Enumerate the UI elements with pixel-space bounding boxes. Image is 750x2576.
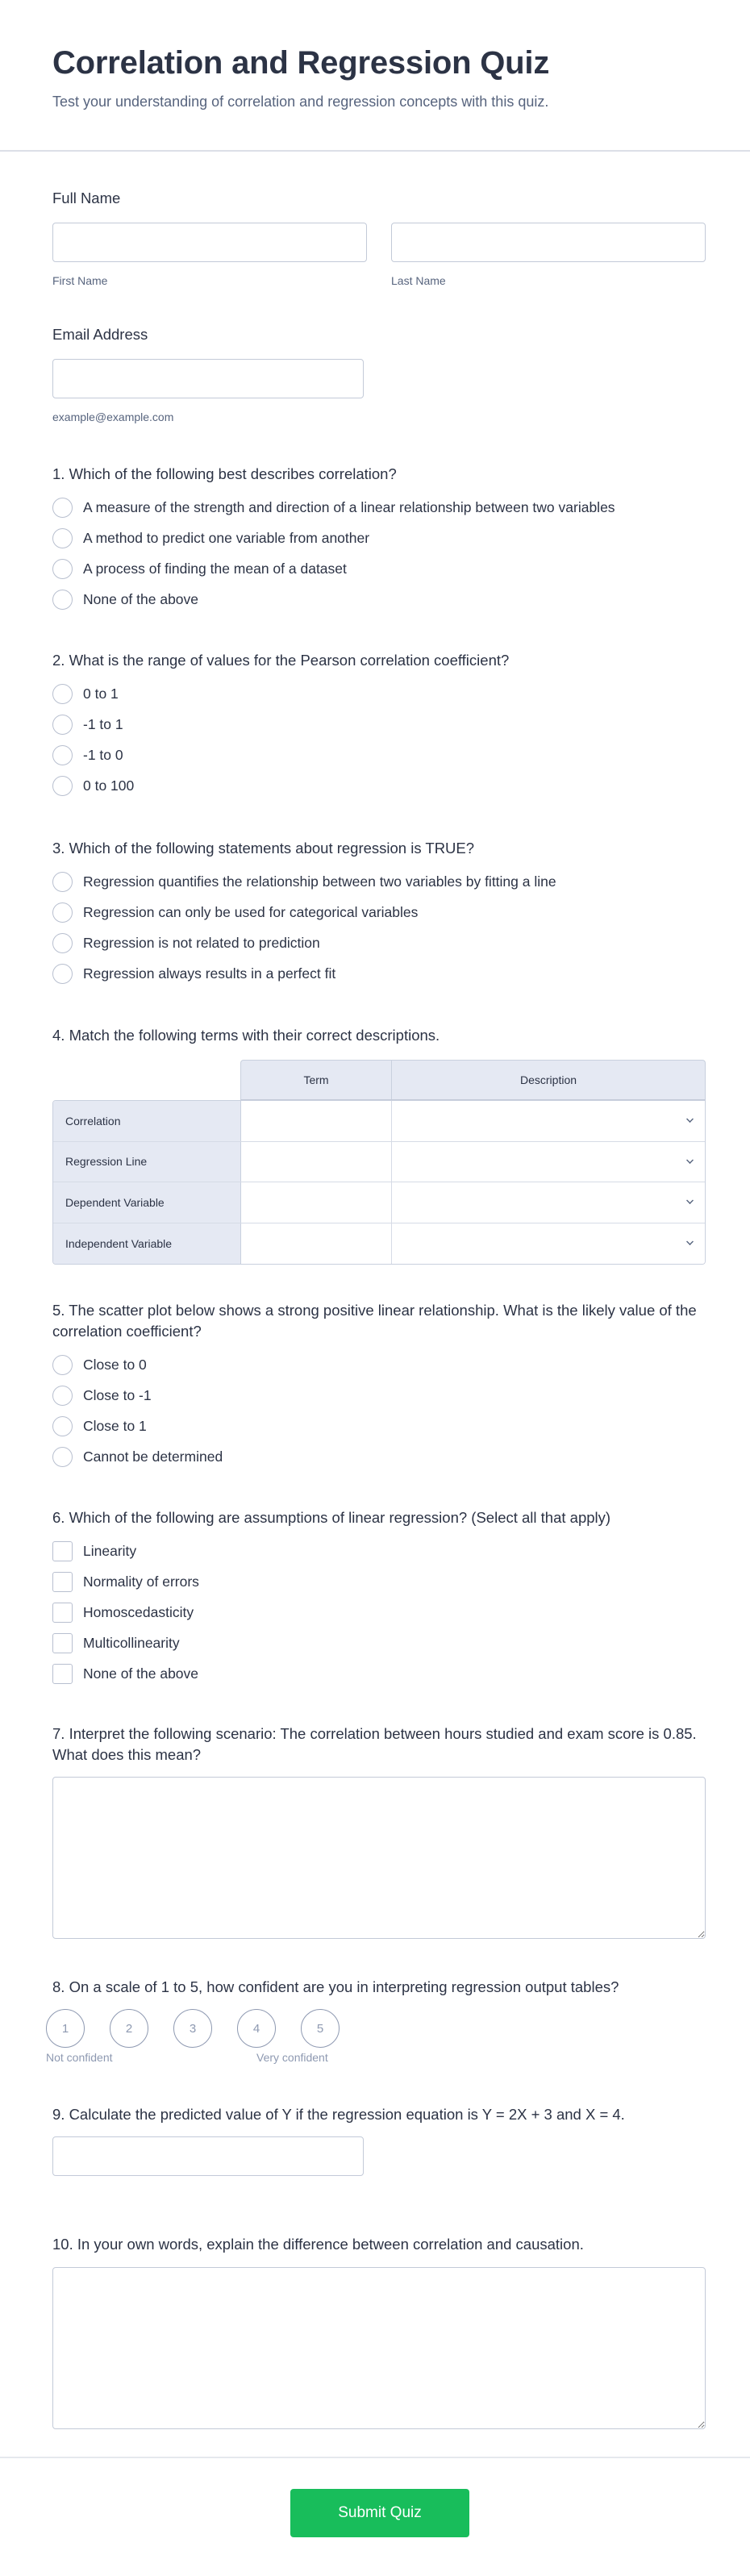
radio-circle-icon[interactable] (52, 745, 73, 765)
radio-option[interactable] (52, 927, 706, 958)
radio-option[interactable] (52, 1411, 706, 1441)
option-label: Multicollinearity (83, 1634, 180, 1651)
radio-circle-icon[interactable] (52, 590, 73, 610)
explanation-textarea[interactable] (52, 2267, 706, 2429)
matrix-row (53, 1182, 705, 1223)
description-dropdown[interactable] (392, 1142, 705, 1182)
radio-circle-icon[interactable] (52, 902, 73, 923)
question-1-title: 1. Which of the following best describes correlation? (52, 465, 397, 482)
matrix-row-label: Dependent Variable (53, 1182, 241, 1223)
form-header (0, 0, 750, 152)
last-name-input[interactable] (391, 223, 706, 262)
radio-option[interactable] (52, 1380, 706, 1411)
matrix-row (53, 1223, 705, 1265)
matrix-header (240, 1060, 706, 1100)
option-label: -1 to 1 (83, 715, 123, 732)
interpretation-textarea[interactable] (52, 1777, 706, 1939)
question-2-title: 2. What is the range of values for the Pearson correlation coefficient? (52, 652, 510, 669)
option-label: Cannot be determined (83, 1448, 223, 1465)
checkbox-icon[interactable] (52, 1541, 73, 1561)
scale-high-label: Very confident (256, 2051, 328, 2064)
radio-circle-icon[interactable] (52, 1416, 73, 1436)
checkbox-icon[interactable] (52, 1633, 73, 1653)
radio-circle-icon[interactable] (52, 872, 73, 892)
option-label: 0 to 100 (83, 777, 135, 794)
scale-option-3[interactable]: 3 (173, 2009, 212, 2048)
scale-labels (46, 2051, 706, 2067)
scale-option-4[interactable]: 4 (237, 2009, 276, 2048)
chevron-down-icon (686, 1197, 694, 1204)
radio-circle-icon[interactable] (52, 964, 73, 984)
radio-option[interactable] (52, 866, 706, 897)
option-label: Close to 0 (83, 1356, 147, 1373)
question-6-title: 6. Which of the following are assumptions of linear regression? (Select all that apply) (52, 1509, 611, 1526)
full-name-field (52, 188, 706, 288)
radio-option[interactable] (52, 709, 706, 740)
question-5-options (52, 1349, 706, 1472)
question-6-options (52, 1536, 706, 1689)
radio-option[interactable] (52, 678, 706, 709)
option-label: None of the above (83, 590, 199, 607)
radio-option[interactable] (52, 1349, 706, 1380)
page-title: Correlation and Regression Quiz (52, 45, 550, 81)
matrix-row (53, 1101, 705, 1142)
question-1-options (52, 492, 706, 615)
question-5-title: 5. The scatter plot below shows a strong positive linear relationship. What is the likely value of the correlation coefficient? (52, 1302, 697, 1340)
question-7 (52, 1724, 706, 1939)
matrix-row (53, 1142, 705, 1183)
radio-circle-icon[interactable] (52, 528, 73, 548)
question-4 (52, 1025, 706, 1265)
option-label: A process of finding the mean of a dataset (83, 560, 347, 577)
email-field (52, 324, 706, 424)
option-label: Regression can only be used for categorical variables (83, 903, 419, 920)
question-1 (52, 464, 706, 615)
option-label: Close to 1 (83, 1417, 147, 1434)
chevron-down-icon (686, 1238, 694, 1245)
matrix-body (52, 1100, 706, 1265)
option-label: Regression always results in a perfect fit (83, 965, 336, 982)
matrix-column-term: Term (241, 1061, 392, 1099)
option-label: Regression quantifies the relationship between two variables by fitting a line (83, 873, 556, 890)
question-8 (46, 1977, 706, 2067)
last-name-group (391, 223, 706, 288)
first-name-input[interactable] (52, 223, 367, 262)
radio-circle-icon[interactable] (52, 684, 73, 704)
submit-quiz-button[interactable]: Submit Quiz (290, 2489, 469, 2537)
matrix-row-label: Regression Line (53, 1142, 241, 1182)
question-3-title: 3. Which of the following statements about regression is TRUE? (52, 840, 475, 857)
confidence-scale (46, 2009, 706, 2048)
radio-option[interactable] (52, 584, 706, 615)
first-name-group (52, 223, 367, 288)
question-4-title: 4. Match the following terms with their correct descriptions. (52, 1027, 440, 1044)
description-dropdown[interactable] (392, 1182, 705, 1223)
checkbox-option[interactable] (52, 1566, 706, 1597)
scale-low-label: Not confident (46, 2051, 113, 2064)
page-subtitle: Test your understanding of correlation and regression concepts with this quiz. (52, 94, 549, 110)
chevron-down-icon (686, 1115, 694, 1123)
predicted-value-input[interactable] (52, 2136, 364, 2176)
matrix-term-cell[interactable] (241, 1101, 392, 1141)
question-2 (52, 650, 706, 801)
radio-circle-icon[interactable] (52, 776, 73, 796)
description-dropdown[interactable] (392, 1101, 705, 1141)
radio-circle-icon[interactable] (52, 559, 73, 579)
option-label: Regression is not related to prediction (83, 934, 320, 951)
scale-option-5[interactable]: 5 (301, 2009, 340, 2048)
description-dropdown[interactable] (392, 1223, 705, 1265)
radio-option[interactable] (52, 492, 706, 523)
radio-circle-icon[interactable] (52, 498, 73, 518)
radio-option[interactable] (52, 553, 706, 584)
full-name-label: Full Name (52, 190, 121, 206)
last-name-sublabel: Last Name (391, 274, 446, 287)
scale-option-2[interactable]: 2 (110, 2009, 148, 2048)
checkbox-icon[interactable] (52, 1572, 73, 1592)
matrix-column-description: Description (519, 1073, 577, 1086)
matrix-term-cell[interactable] (241, 1182, 392, 1223)
email-sublabel: example@example.com (52, 411, 174, 423)
option-label: Homoscedasticity (83, 1603, 194, 1620)
radio-option[interactable] (52, 958, 706, 989)
question-3-options (52, 866, 706, 989)
checkbox-option[interactable] (52, 1628, 706, 1658)
question-8-title: 8. On a scale of 1 to 5, how confident are you in interpreting regression output tables? (52, 1978, 619, 1995)
question-6 (52, 1507, 706, 1689)
matrix-row-label: Independent Variable (53, 1223, 241, 1265)
checkbox-option[interactable] (52, 1658, 706, 1689)
scale-option-1[interactable]: 1 (46, 2009, 85, 2048)
form-footer (0, 2457, 750, 2576)
option-label: Close to -1 (83, 1386, 152, 1403)
chevron-down-icon (686, 1157, 694, 1164)
checkbox-icon[interactable] (52, 1664, 73, 1684)
question-3 (52, 838, 706, 989)
option-label: A method to predict one variable from another (83, 529, 370, 546)
option-label: Normality of errors (83, 1573, 199, 1590)
question-9 (52, 2104, 706, 2176)
radio-circle-icon[interactable] (52, 933, 73, 953)
radio-circle-icon[interactable] (52, 1355, 73, 1375)
question-7-title: 7. Interpret the following scenario: The correlation between hours studied and exam score is 0.85. What does this mean? (52, 1725, 697, 1763)
checkbox-icon[interactable] (52, 1603, 73, 1623)
email-label: Email Address (52, 326, 148, 343)
radio-option[interactable] (52, 523, 706, 553)
question-10-title: 10. In your own words, explain the difference between correlation and causation. (52, 2236, 584, 2253)
radio-circle-icon[interactable] (52, 1386, 73, 1406)
option-label: -1 to 0 (83, 746, 123, 763)
matrix-row-label: Correlation (53, 1101, 241, 1141)
option-label: None of the above (83, 1665, 199, 1682)
matrix-term-cell[interactable] (241, 1223, 392, 1265)
question-5 (52, 1300, 706, 1472)
radio-option[interactable] (52, 1441, 706, 1472)
question-9-title: 9. Calculate the predicted value of Y if the regression equation is Y = 2X + 3 and X = 4. (52, 2106, 625, 2123)
radio-option[interactable] (52, 897, 706, 927)
option-label: Linearity (83, 1542, 137, 1559)
checkbox-option[interactable] (52, 1597, 706, 1628)
radio-circle-icon[interactable] (52, 1447, 73, 1467)
option-label: A measure of the strength and direction of a linear relationship between two variables (83, 498, 615, 515)
email-input[interactable] (52, 359, 364, 398)
radio-option[interactable] (52, 740, 706, 770)
radio-option[interactable] (52, 770, 706, 801)
matching-matrix (52, 1060, 706, 1265)
question-2-options (52, 678, 706, 801)
radio-circle-icon[interactable] (52, 715, 73, 735)
option-label: 0 to 1 (83, 685, 119, 702)
matrix-term-cell[interactable] (241, 1142, 392, 1182)
question-10 (52, 2234, 706, 2429)
checkbox-option[interactable] (52, 1536, 706, 1566)
first-name-sublabel: First Name (52, 274, 108, 287)
